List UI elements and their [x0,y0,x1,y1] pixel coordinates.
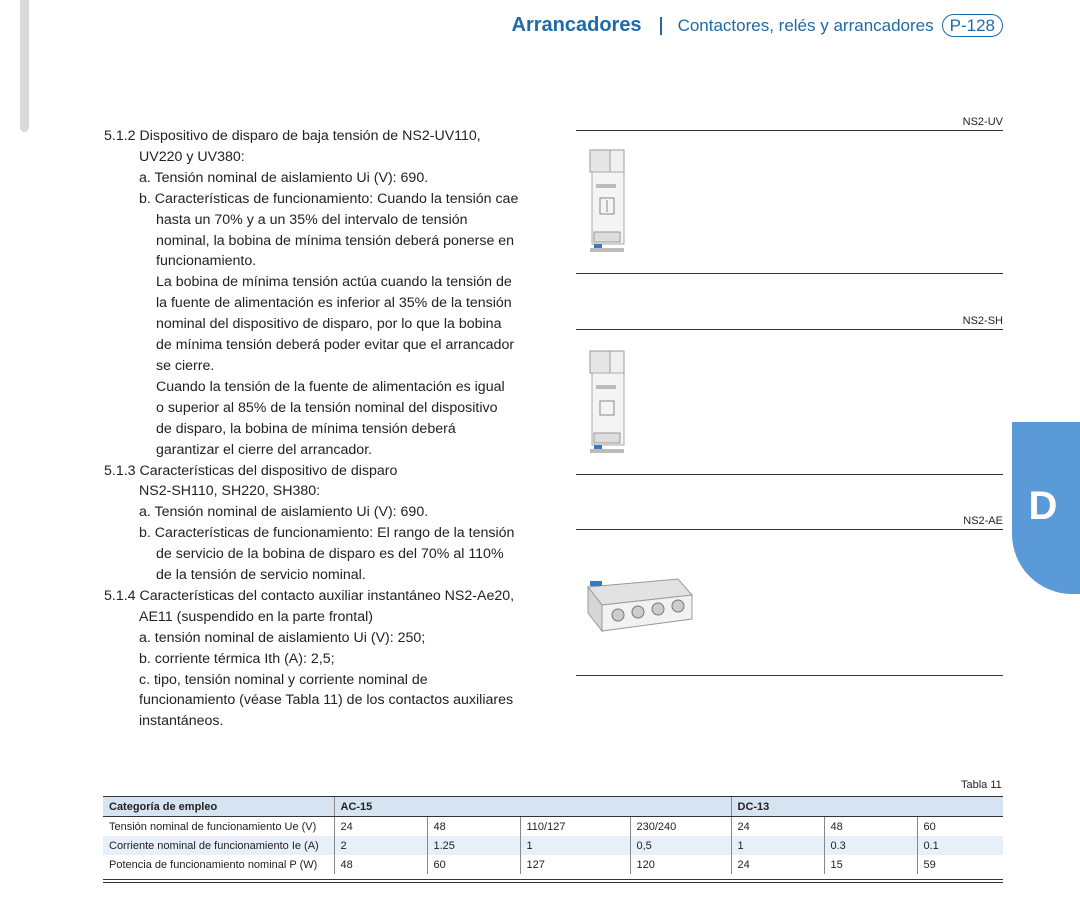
section-title: Arrancadores [511,14,642,36]
table-cell: 24 [731,817,824,837]
table-cell: 110/127 [520,817,630,837]
text-line: b. Características de funcionamiento: El rango de la tensión [139,525,515,542]
text-line: c. tipo, tensión nominal y corriente nominal de [139,671,428,688]
text-line: b. Características de funcionamiento: Cuando la tensión cae [139,190,519,207]
table-cell: 24 [731,855,824,874]
table-header-cell: AC-15 [334,797,731,817]
text-line: nominal del dispositivo de disparo, por lo que la bobina [156,316,502,333]
text-line: NS2-SH110, SH220, SH380: [139,483,321,500]
product-label: NS2-SH [962,315,1003,327]
page-header [512,14,1004,37]
text-line: la fuente de alimentación es inferior al 35% de la tensión [156,295,512,312]
product-label: NS2-AE [963,515,1003,527]
text-line: de servicio de la bobina de disparo es del 70% al 110% [156,546,504,563]
divider-line [576,130,1003,131]
text-line: 5.1.4 Características del contacto auxiliar instantáneo NS2-Ae20, [104,587,515,604]
table-cell: 0,5 [630,836,731,855]
text-line: de mínima tensión deberá poder evitar que el arrancador [156,337,515,354]
spec-table [103,796,1003,874]
scrollbar[interactable] [20,0,29,132]
text-line: funcionamiento (véase Tabla 11) de los contactos auxiliares [139,692,514,709]
table-bottom-rule [103,879,1003,880]
table-header-cell: DC-13 [731,797,1003,817]
product-ns2-sh [576,315,1003,476]
text-line: a. Tensión nominal de aislamiento Ui (V): 690. [139,169,429,186]
table-cell: 127 [520,855,630,874]
table-row [103,817,1003,837]
table-cell: 59 [917,855,1003,874]
product-ns2-uv [576,116,1003,275]
text-line: AE11 (suspendido en la parte frontal) [139,608,373,625]
text-line: se cierre. [156,357,215,374]
text-line: instantáneos. [139,713,224,730]
text-line: 5.1.3 Características del dispositivo de disparo [104,462,398,479]
shunt-trip-image [586,349,630,457]
table-cell: 1.25 [427,836,520,855]
table-row-label: Tensión nominal de funcionamiento Ue (V) [109,820,317,833]
table-cell: 2 [334,836,427,855]
section-tab-letter: D [1028,484,1058,528]
table-cell: 60 [427,855,520,874]
text-line: La bobina de mínima tensión actúa cuando la tensión de [156,274,512,291]
table-cell: 0.3 [824,836,917,855]
text-line: funcionamiento. [156,253,257,270]
table-cell: 48 [427,817,520,837]
page-number-badge: P-128 [942,14,1003,37]
table-cell: 120 [630,855,731,874]
text-line: Cuando la tensión de la fuente de alimentación es igual [156,378,505,395]
text-line: garantizar el cierre del arrancador. [156,441,373,458]
text-line: a. tensión nominal de aislamiento Ui (V): 250; [139,629,426,646]
table-cell: 48 [334,855,427,874]
text-line: b. corriente térmica Ith (A): 2,5; [139,650,335,667]
table-cell: 1 [731,836,824,855]
auxiliary-contact-image [580,573,698,637]
text-line: de disparo, la bobina de mínima tensión deberá [156,420,456,437]
divider-line [576,474,1003,475]
product-label: NS2-UV [962,116,1003,128]
table-row-label: Potencia de funcionamiento nominal P (W) [109,858,318,871]
table-cell: 230/240 [630,817,731,837]
divider-line [576,273,1003,274]
table-cell: 0.1 [917,836,1003,855]
header-divider [660,17,662,35]
table-cell: 1 [520,836,630,855]
table-cell: 15 [824,855,917,874]
table-row [103,836,1003,855]
text-line: nominal, la bobina de mínima tensión deberá ponerse en [156,232,515,249]
table-cell: 60 [917,817,1003,837]
undervoltage-release-image [586,148,630,258]
divider-line [576,529,1003,530]
text-line: 5.1.2 Dispositivo de disparo de baja tensión de NS2-UV110, [104,128,481,144]
table-header-cell: Categoría de empleo [103,797,334,817]
table-caption: Tabla 11 [961,779,1002,791]
table-row [103,855,1003,874]
section-tab[interactable] [1012,422,1080,594]
table-cell: 24 [334,817,427,837]
spec-text-body [104,126,544,732]
divider-line [576,675,1003,676]
section-subtitle: Contactores, relés y arrancadores [677,15,934,35]
divider-line [576,329,1003,330]
text-line: UV220 y UV380: [139,148,245,165]
text-line: a. Tensión nominal de aislamiento Ui (V): 690. [139,504,429,521]
text-line: o superior al 85% de la tensión nominal del dispositivo [156,399,498,416]
table-cell: 48 [824,817,917,837]
table-header-row [103,797,1003,817]
table-bottom-rule [103,882,1003,883]
text-line: de la tensión de servicio nominal. [156,567,366,584]
product-ns2-ae [576,515,1003,677]
text-line: hasta un 70% y a un 35% del intervalo de tensión [156,211,468,228]
table-row-label: Corriente nominal de funcionamiento Ie (A) [103,836,334,855]
